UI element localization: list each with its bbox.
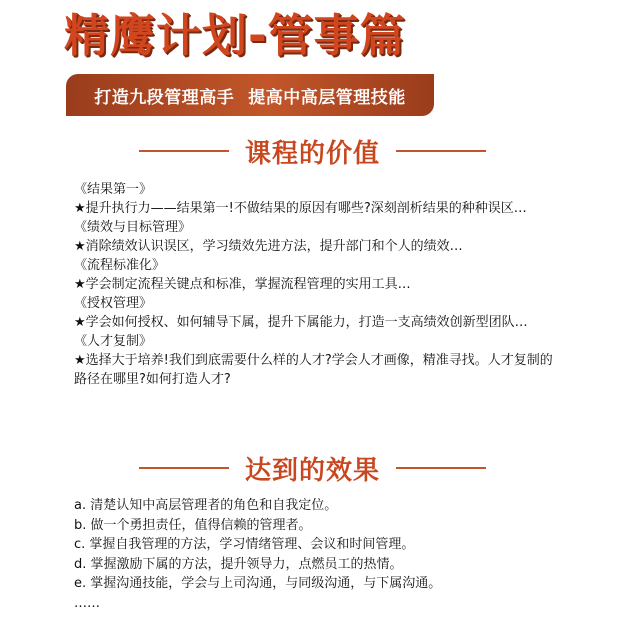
course-value-list [74, 180, 554, 389]
effect-item: e. 掌握沟通技能，学会与上司沟通，与同级沟通，与下属沟通。 [74, 576, 442, 591]
tagline-right: 提高中高层管理技能 [248, 87, 406, 108]
module-description: ★消除绩效认识误区，学习绩效先进方法，提升部门和个人的绩效… [74, 239, 463, 254]
tagline-left: 打造九段管理高手 [94, 87, 235, 108]
module-title: 《人才复制》 [74, 334, 153, 349]
effect-item: d. 掌握激励下属的方法，提升领导力，点燃员工的热情。 [74, 556, 403, 572]
effect-item: …… [74, 595, 100, 611]
page-title: 精鹰计划-管事篇 [64, 9, 406, 62]
module-description: ★选择大于培养!我们到底需要什么样的人才?学会人才画像，精准寻找。人才复制的路径在哪里?如何打造人才? [74, 353, 553, 387]
section-title: 达到的效果 [244, 455, 380, 486]
divider-line [396, 467, 486, 469]
effect-item: a. 清楚认知中高层管理者的角色和自我定位。 [74, 498, 338, 513]
divider-line [396, 150, 486, 152]
module-title: 《授权管理》 [74, 296, 153, 311]
section-title: 课程的价值 [244, 138, 380, 169]
section-heading-effect [0, 448, 625, 488]
effect-item: c. 掌握自我管理的方法，学习情绪管理、会议和时间管理。 [74, 537, 415, 552]
module-title: 《绩效与目标管理》 [74, 220, 192, 235]
divider-line [139, 467, 229, 469]
divider-line [139, 150, 229, 152]
module-description: ★学会如何授权、如何辅导下属，提升下属能力，打造一支高绩效创新型团队… [74, 315, 528, 330]
module-description: ★学会制定流程关键点和标准，掌握流程管理的实用工具… [74, 277, 411, 292]
module-description: ★提升执行力——结果第一!不做结果的原因有哪些?深刻剖析结果的种种误区… [74, 201, 527, 216]
tagline-banner [66, 74, 434, 116]
module-title: 《流程标准化》 [74, 258, 166, 273]
section-heading-value [0, 131, 625, 171]
module-title: 《结果第一》 [74, 182, 153, 197]
effect-item: b. 做一个勇担责任，值得信赖的管理者。 [74, 517, 312, 533]
effects-list [74, 496, 554, 613]
